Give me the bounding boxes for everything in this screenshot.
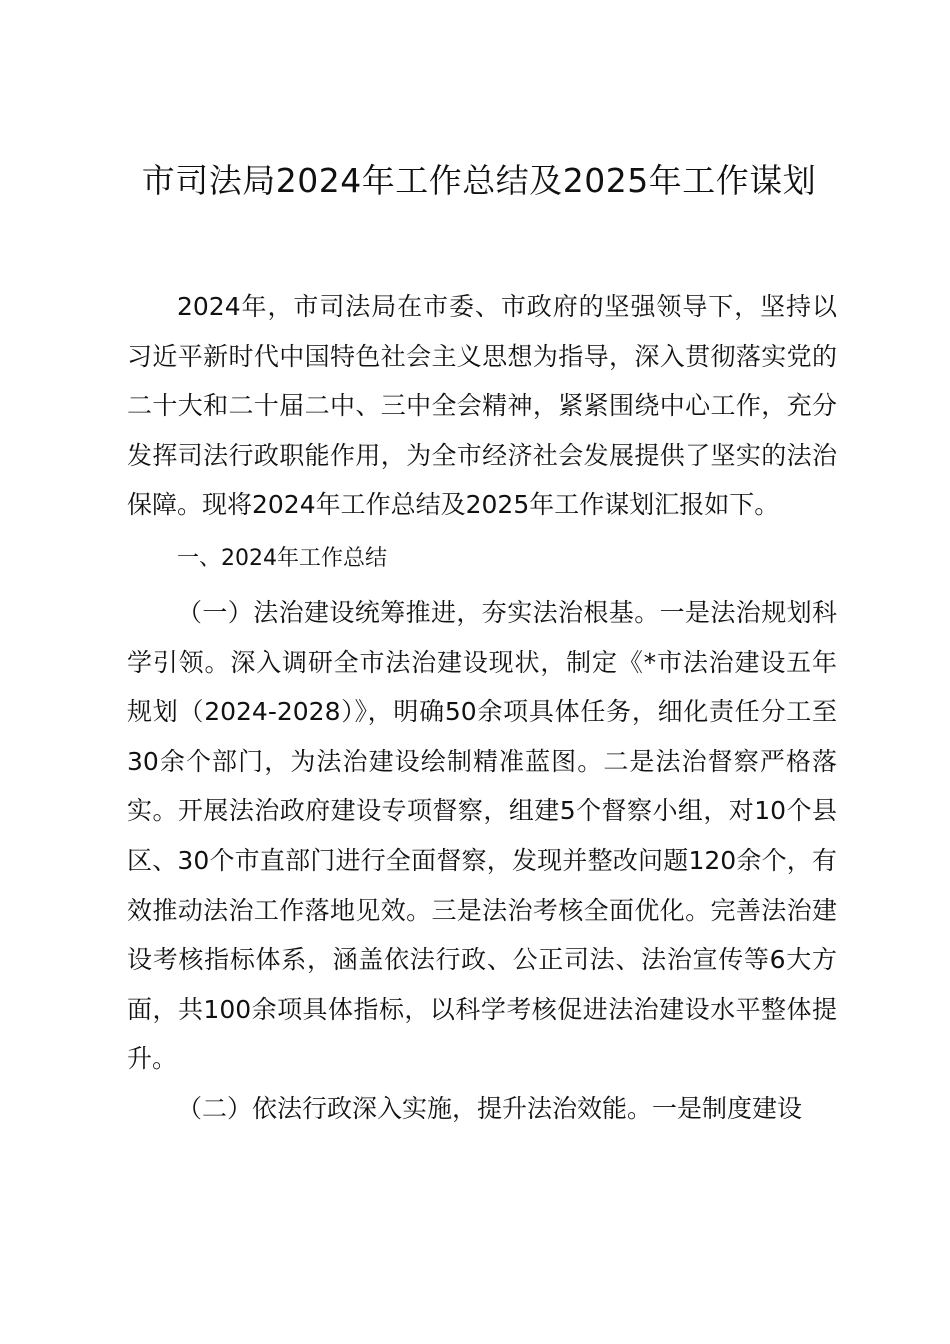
document-title: 市司法局2024年工作总结及2025年工作谋划 bbox=[141, 161, 817, 200]
document-body bbox=[127, 282, 837, 1134]
section-heading-2024-summary: 一、2024年工作总结 bbox=[177, 545, 387, 571]
subsection-paragraph-1: （一）法治建设统筹推进，夯实法治根基。一是法治规划科学引领。深入调研全市法治建设现状，制定《*市法治建设五年规划（2024-2028）》，明确50余项具体任务，细化责任分工至30余个部门，为法治建设绘制精准蓝图。二是法治督察严格落实。开展法治政府建设专项督察，组建5个督察小组，对10个县区、30个市直部门进行全面督察，发现并整改问题120余个，有效推动法治工作落地见效。三是法治考核全面优化。完善法治建设考核指标体系，涵盖依法行政、公正司法、法治宣传等6大方面，共100余项具体指标，以科学考核促进法治建设水平整体提升。 bbox=[127, 597, 837, 1074]
intro-paragraph: 2024年，市司法局在市委、市政府的坚强领导下，坚持以习近平新时代中国特色社会主义思想为指导，深入贯彻落实党的二十大和二十届二中、三中全会精神，紧紧围绕中心工作，充分发挥司法行政职能作用，为全市经济社会发展提供了坚实的法治保障。现将2024年工作总结及2025年工作谋划汇报如下。 bbox=[127, 292, 837, 520]
subsection-paragraph-2: （二）依法行政深入实施，提升法治效能。一是制度建设 bbox=[177, 1093, 803, 1123]
